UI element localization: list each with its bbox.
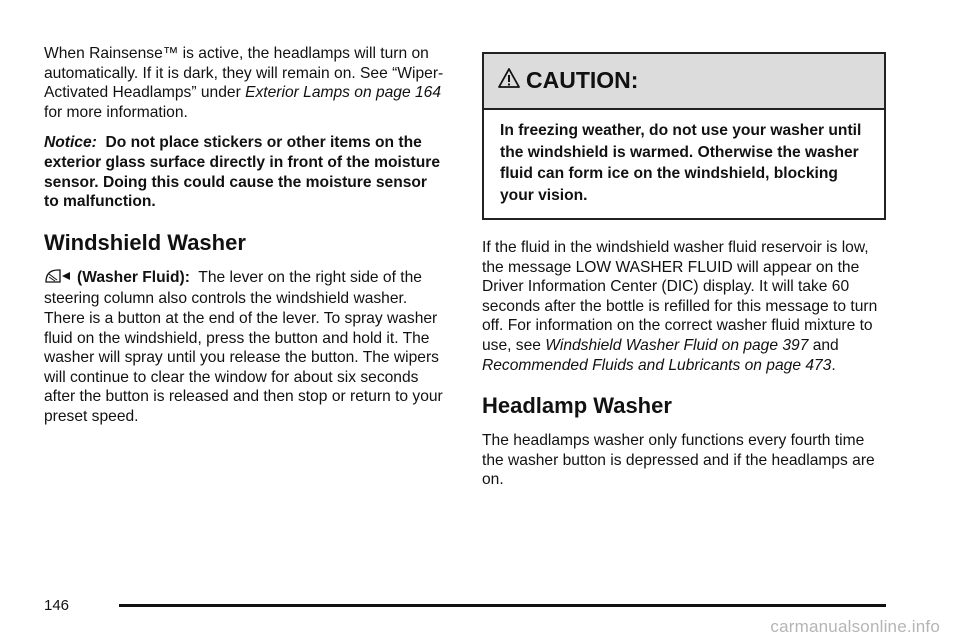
intro-paragraph: [44, 44, 444, 122]
caution-header: [484, 54, 884, 110]
recommended-fluids-link[interactable]: Recommended Fluids and Lubricants on page 473: [482, 356, 832, 374]
reservoir-paragraph: [482, 238, 886, 375]
headlamp-washer-heading: Headlamp Washer: [482, 393, 672, 419]
washer-fluid-icon: [44, 268, 74, 290]
washer-paragraph: [44, 268, 444, 427]
reservoir-text-end: .: [831, 356, 836, 374]
warning-triangle-icon: [498, 67, 520, 95]
right-column: [482, 44, 886, 501]
reservoir-text: If the fluid in the windshield washer fluid reservoir is low, the message LOW WASHER FLUID will appear on the Driver Information Center (DIC) display. It will take 60 seconds after the bottle is refilled for this message to turn off. For information on the correct washer fluid mixture to use, see: [482, 239, 878, 354]
footer-rule: [119, 604, 886, 607]
windshield-washer-heading: Windshield Washer: [44, 229, 246, 255]
left-column: [44, 44, 444, 438]
page-number: 146: [44, 597, 70, 614]
caution-title: CAUTION:: [526, 67, 639, 94]
caution-box: [482, 52, 886, 220]
notice-text: Do not place stickers or other items on the exterior glass surface directly in front of the moisture sensor. Doing this could cause the moisture sensor to malfunction.: [44, 134, 441, 211]
washer-fluid-link[interactable]: Windshield Washer Fluid on page 397: [545, 336, 809, 354]
intro-text: When Rainsense™ is active, the headlamps will turn on automatically. If it is dark, they will remain on. See “Wiper-Activated Headlamps” under: [44, 45, 444, 102]
notice-paragraph: [44, 133, 444, 211]
intro-text-end: for more information.: [44, 103, 188, 121]
headlamp-paragraph: The headlamps washer only functions every fourth time the washer button is depressed and if the headlamps are on.: [482, 432, 875, 489]
caution-text: In freezing weather, do not use your washer until the windshield is warmed. Otherwise the washer fluid can form ice on the windshield, blocking your vision.: [500, 122, 862, 204]
washer-text: The lever on the right side of the steering column also controls the windshield washer. There is a button at the end of the lever. To spray washer fluid on the windshield, press the button and hold it. The washer will spray until you release the button. The wipers will continue to clear the window for about six seconds after the button is released and then stop or return to your preset speed.: [44, 268, 443, 425]
exterior-lamps-link[interactable]: Exterior Lamps on page 164: [245, 84, 442, 102]
reservoir-text-mid: and: [808, 336, 839, 354]
washer-fluid-label: (Washer Fluid):: [77, 268, 190, 286]
watermark: carmanualsonline.info: [770, 617, 940, 636]
notice-label: Notice:: [44, 134, 97, 152]
